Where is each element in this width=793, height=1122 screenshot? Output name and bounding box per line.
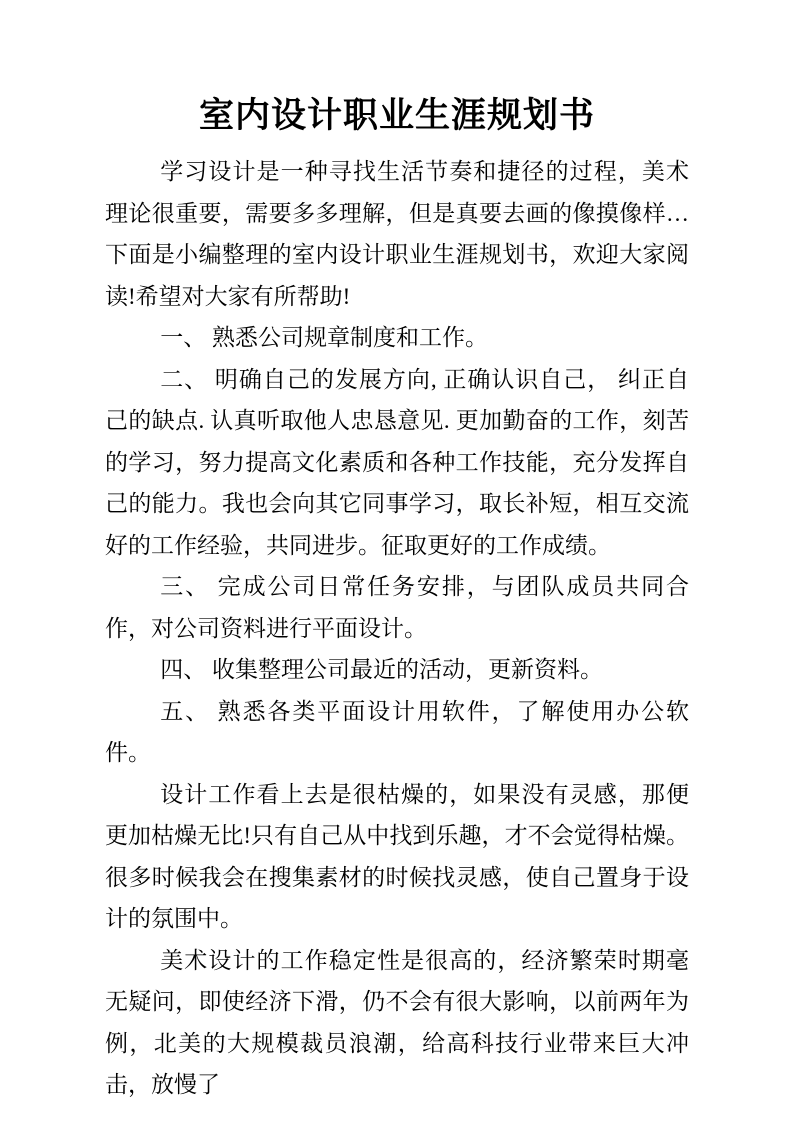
- intro-paragraph: 学习设计是一种寻找生活节奏和捷径的过程，美术理论很重要，需要多多理解，但是真要去画的像摸像样…下面是小编整理的室内设计职业生涯规划书，欢迎大家阅读!希望对大家有所帮助!: [105, 159, 689, 309]
- list-item-2: 二、 明确自己的发展方向, 正确认识自己， 纠正自己的缺点. 认真听取他人忠恳意见. 更加勤奋的工作，刻苦的学习，努力提高文化素质和各种工作技能，充分发挥自己的能力。我也会向其它同事学习，取长补短，相互交流好的工作经验，共同进步。征取更好的工作成绩。: [105, 366, 689, 558]
- document-title: 室内设计职业生涯规划书: [198, 96, 595, 135]
- list-item-4: 四、 收集整理公司最近的活动，更新资料。: [160, 657, 603, 682]
- list-item-3: 三、 完成公司日常任务安排，与团队成员共同合作，对公司资料进行平面设计。: [105, 574, 689, 641]
- list-item-1: 一、 熟悉公司规章制度和工作。: [160, 325, 488, 350]
- body-paragraph-design-work: 设计工作看上去是很枯燥的，如果没有灵感，那便更加枯燥无比!只有自己从中找到乐趣，才不会觉得枯燥。很多时候我会在搜集素材的时候找灵感，使自己置身于设计的氛围中。: [105, 781, 689, 931]
- list-item-5: 五、 熟悉各类平面设计用软件，了解使用办公软件。: [105, 698, 689, 765]
- body-paragraph-job-stability: 美术设计的工作稳定性是很高的，经济繁荣时期毫无疑问，即使经济下滑，仍不会有很大影响，以前两年为例，北美的大规模裁员浪潮，给高科技行业带来巨大冲击，放慢了: [105, 947, 689, 1097]
- document-content: [105, 94, 689, 1106]
